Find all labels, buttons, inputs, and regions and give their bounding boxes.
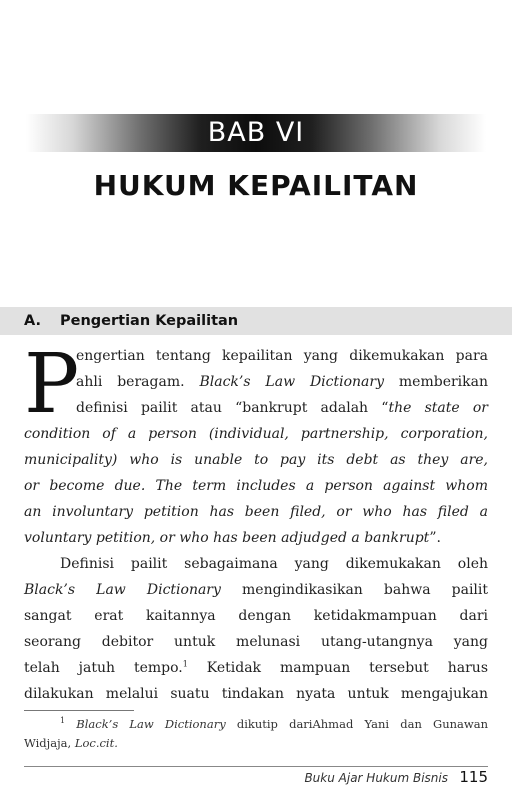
text-span: ahli beragam.: [76, 374, 200, 390]
footnote-ref[interactable]: 1: [182, 659, 188, 669]
book-title: Black’s Law Dictionary: [76, 717, 226, 731]
text-line: seorang debitor untuk melunasi utang-utangnya yang: [24, 634, 488, 650]
footnote-line: [24, 735, 118, 751]
quote-span: voluntary petition, or who has been adjudged a bankrupt: [24, 530, 430, 546]
text-span: dikutip dariAhmad Yani dan Gunawan: [225, 717, 489, 731]
text-line: [76, 346, 488, 366]
citation: Loc.cit.: [74, 736, 118, 750]
footnote-divider: [24, 710, 134, 711]
quote-span: the state or: [388, 400, 488, 416]
text-line: sangat erat kaitannya dengan ketidakmampuan dari: [24, 608, 488, 624]
text-line: [24, 658, 488, 678]
text-span: Ketidak mampuan tersebut harus: [187, 660, 488, 676]
text-span: memberikan: [384, 374, 488, 390]
chapter-label: BAB VI: [207, 117, 305, 148]
text-span: ”.: [429, 530, 441, 546]
book-title: Black’s Law Dictionary: [24, 582, 221, 598]
text-span: definisi pailit atau “bankrupt adalah “: [76, 400, 389, 416]
text-line: [24, 528, 441, 548]
drop-cap: P: [24, 337, 80, 432]
text-line: dilakukan melalui suatu tindakan nyata untuk mengajukan: [24, 686, 488, 702]
text-line: [24, 580, 488, 600]
text-span: engertian tentang kepailitan yang dikemukakan para: [76, 348, 488, 364]
text-line: Definisi pailit sebagaimana yang dikemukakan oleh: [60, 556, 488, 572]
chapter-title: HUKUM KEPAILITAN: [93, 169, 419, 202]
footnote-line: [60, 716, 488, 732]
text-line: condition of a person (individual, partnership, corporation,: [24, 426, 488, 442]
text-line: an involuntary petition has been filed, or who has filed a: [24, 504, 488, 520]
section-number: A.: [24, 313, 41, 329]
text-span: Widjaja,: [24, 736, 75, 750]
text-line: [76, 372, 488, 392]
section-heading: [24, 307, 238, 335]
section-title: Pengertian Kepailitan: [60, 313, 239, 329]
text-line: [76, 398, 488, 418]
page-number: 115: [459, 768, 488, 786]
text-line: or become due. The term includes a person against whom: [24, 478, 488, 494]
text-line: municipality) who is unable to pay its debt as they are,: [24, 452, 488, 468]
footnote-mark: 1: [60, 716, 66, 726]
running-title: Buku Ajar Hukum Bisnis: [304, 771, 448, 785]
footer-divider: [24, 766, 488, 767]
book-title: Black’s Law Dictionary: [199, 374, 384, 390]
text-span: mengindikasikan bahwa pailit: [220, 582, 489, 598]
text-span: telah jatuh tempo.: [24, 660, 183, 676]
